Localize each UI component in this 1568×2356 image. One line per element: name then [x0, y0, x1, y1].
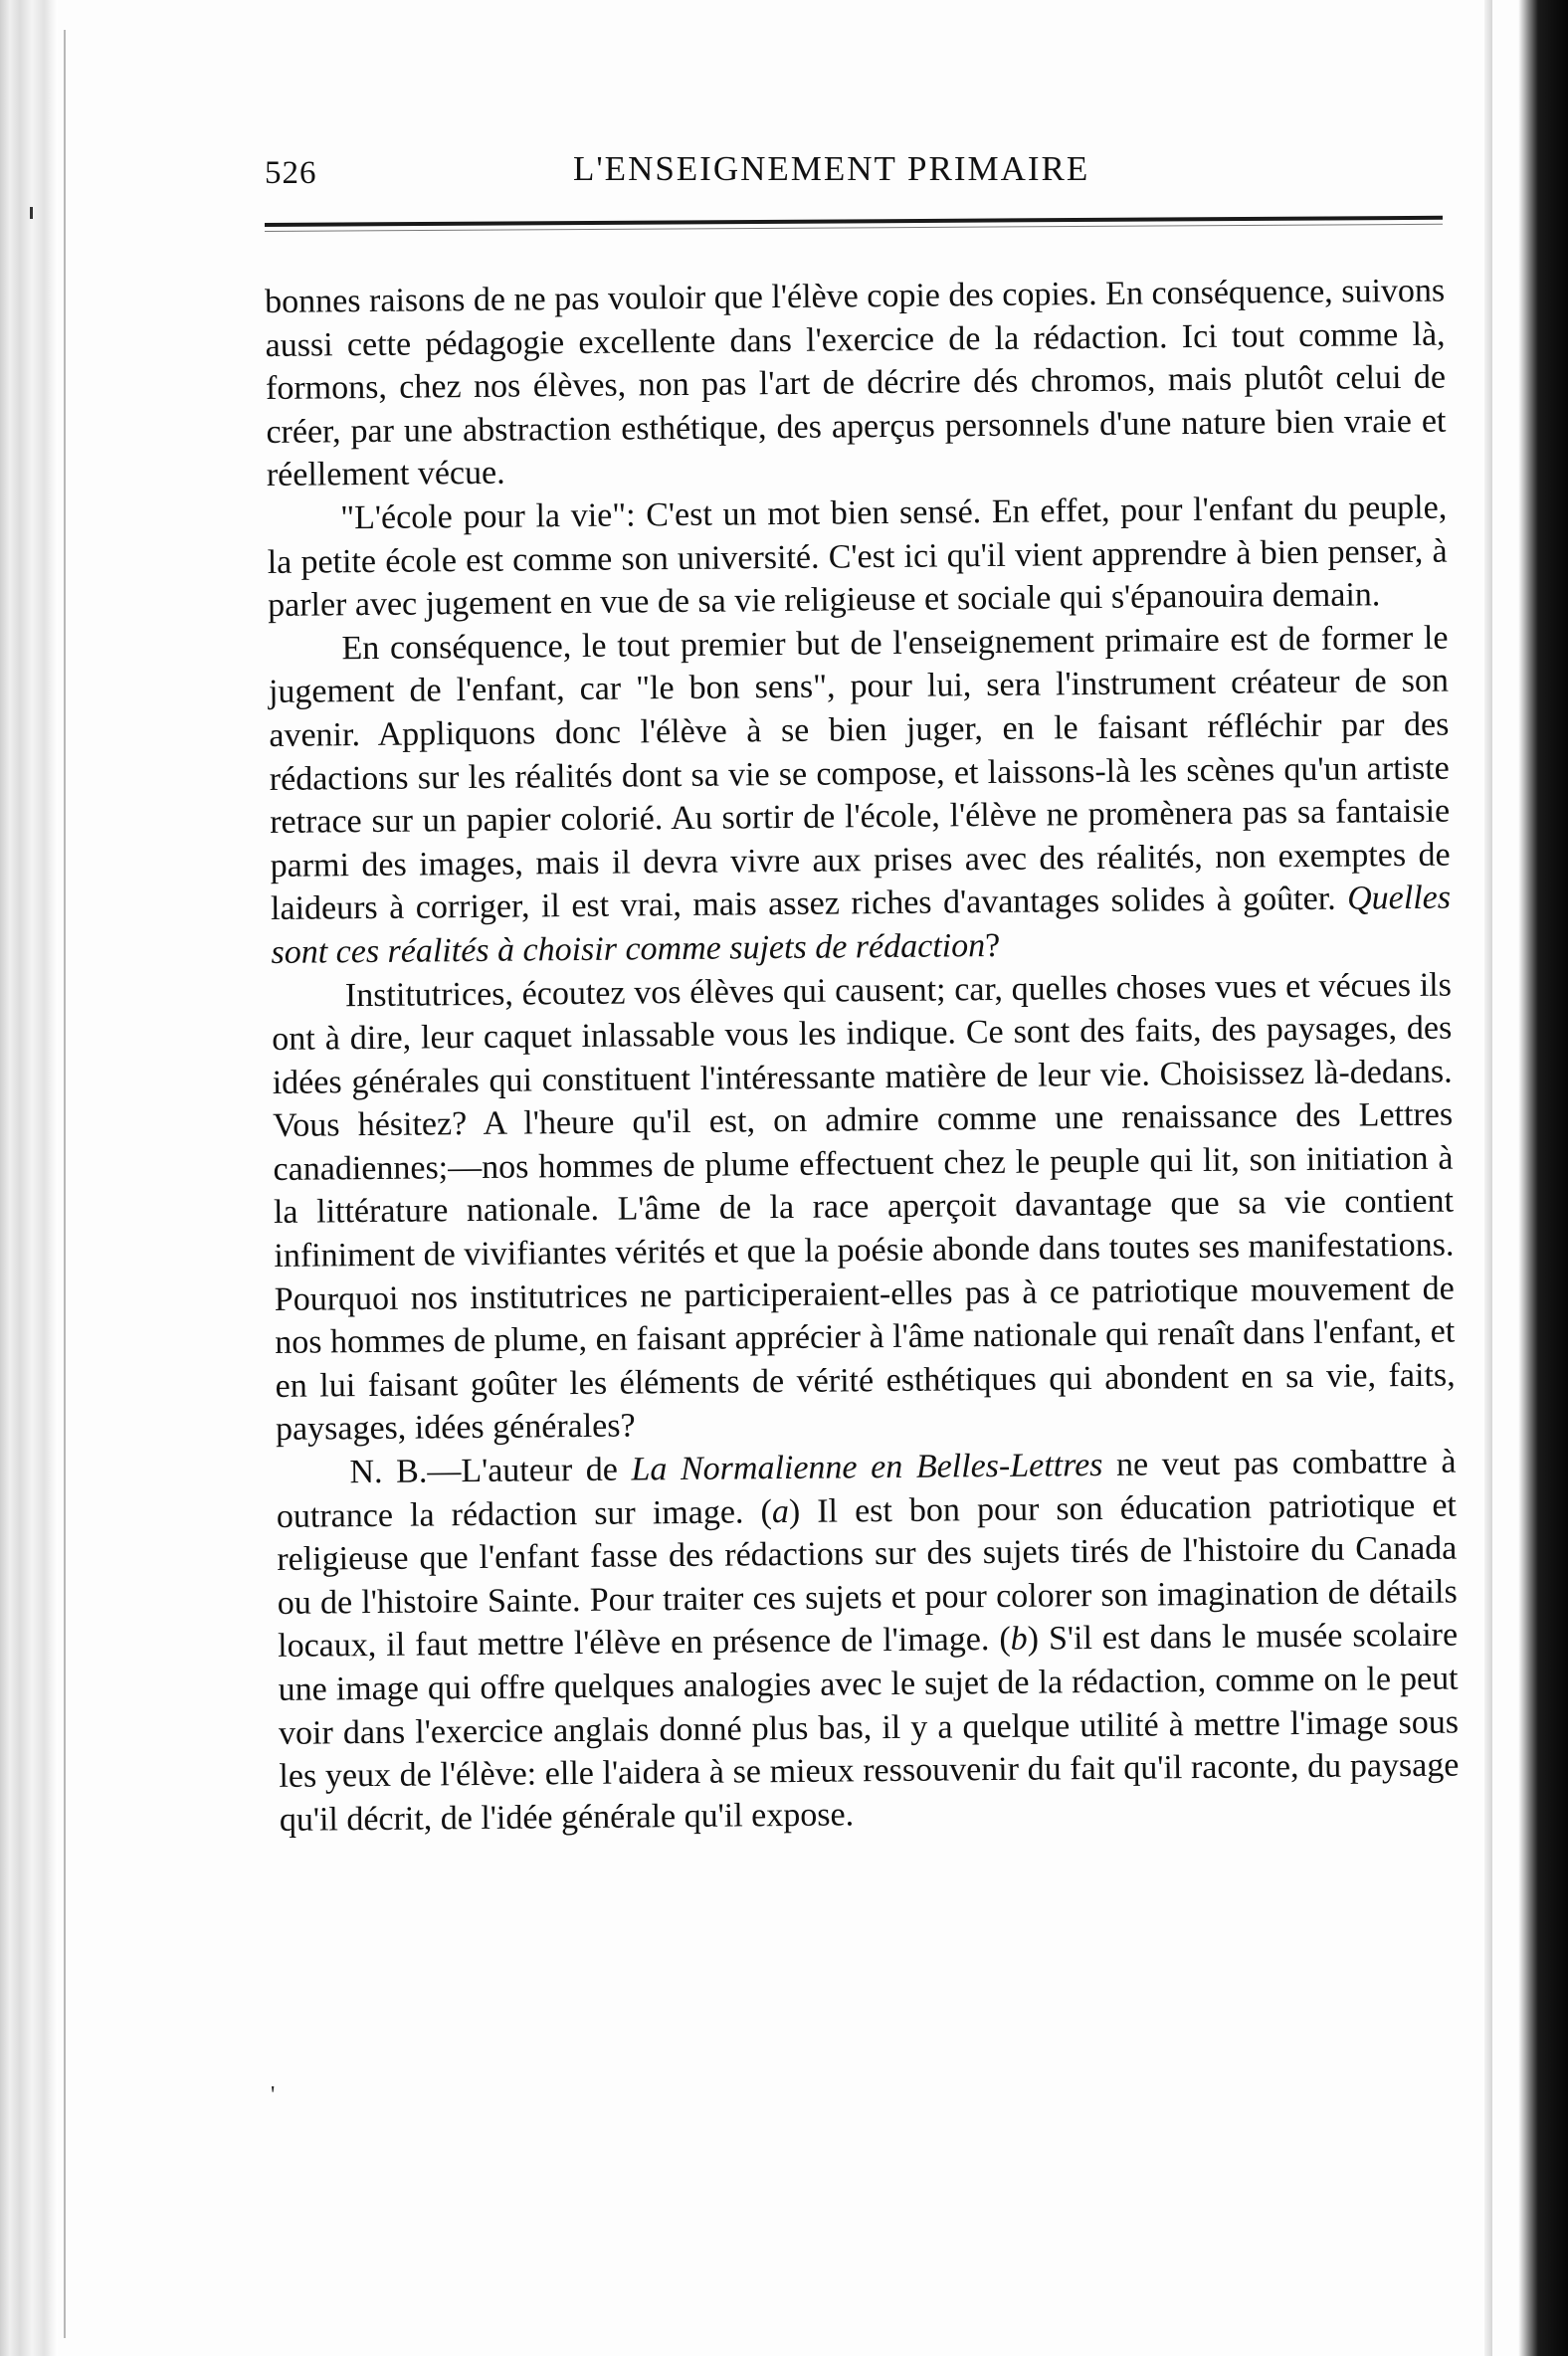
- paragraph: [268, 616, 1451, 974]
- paragraph: [272, 963, 1457, 1452]
- page-header: [265, 149, 1449, 209]
- margin-mark: [30, 207, 33, 219]
- binding-shadow-line: [64, 30, 66, 2338]
- italic-text: a: [771, 1492, 790, 1530]
- paragraph: [276, 1441, 1460, 1843]
- page-edge-right: [1518, 0, 1568, 2356]
- italic-text: La Normalienne en Belles-Lettres: [631, 1447, 1103, 1488]
- body-text: [265, 270, 1460, 1843]
- paragraph-text: En conséquence, le tout premier but de l'enseignement primaire est de former le jugement de l'enfant, car "le bon sens", pour lui, sera l'instrument créateur de son avenir. Appliquons donc l'élève à se bien juger, en le faisant réfléchir par des rédactions sur les réalités dont sa vie se compose, et laissons-là les scènes qu'un artiste retrace sur un papier colorié. Au sortir de l'école, l'élève ne promènera pas sa fantaisie parmi des images, mais il devra vivre aux prises avec des réalités, non exemptes de laideurs à corriger, il est vrai, mais assez riches d'avantages solides à goûter.: [268, 619, 1451, 928]
- paragraph: [265, 270, 1447, 497]
- italic-text: b: [1010, 1621, 1028, 1659]
- page-number: 526: [265, 155, 317, 191]
- paragraph-text: ?: [984, 926, 1001, 964]
- paragraph: [267, 487, 1448, 628]
- paragraph-text: ne veut pas combattre à outrance la rédaction sur image. (: [276, 1443, 1457, 1535]
- paragraph-text: Institutrices, écoutez vos élèves qui causent; car, quelles choses vues et vécues ils ont à dire, leur caquet inlassable vous les indique. Ce sont des faits, des paysages, des idées générales qui constituent l'intéressante matière de leur vie. Choisissez là-dedans. Vous hésitez? A l'heure qu'il est, on admire comme une renaissance des Lettres canadiennes;—nos hommes de plume effectuent chez le peuple qui lit, son initiation à la littérature nationale. L'âme de la race aperçoit davantage que sa vie contient infiniment de vivifiantes vérités et que la poésie abonde dans toutes ses manifestations. Pourquoi nos institutrices ne participeraient-elles pas à ce patriotique mouvement de nos hommes de plume, en faisant apprécier à l'âme nationale qui renaît dans l'enfant, et en lui faisant goûter les éléments de vérité esthétiques qui abondent en sa vie, faits, paysages, idées générales?: [272, 966, 1456, 1449]
- paragraph-text: bonnes raisons de ne pas vouloir que l'élève copie des copies. En conséquence, suivons aussi cette pédagogie excellente dans l'exercice de la rédaction. Ici tout comme là, formons, chez nos élèves, non pas l'art de décrire dés chromos, mais plutôt celui de créer, par une abstraction esthétique, des aperçus personnels d'une nature bien vraie et réellement vécue.: [265, 272, 1447, 494]
- running-head: L'ENSEIGNEMENT PRIMAIRE: [573, 149, 1090, 188]
- paragraph-text: ) S'il est dans le musée scolaire une image qui offre quelques analogies avec le sujet de la rédaction, comme on le peut voir dans l'exercice anglais donné plus bas, il y a quelque utilité à mettre l'image sous les yeux de l'élève: elle l'aidera à se mieux ressouvenir du fait qu'il raconte, du paysage qu'il décrit, de l'idée générale qu'il expose.: [278, 1616, 1460, 1839]
- paragraph-text: "L'école pour la vie": C'est un mot bien sensé. En effet, pour l'enfant du peuple, la petite école est comme son université. C'est ici qu'il vient apprendre à bien penser, à parler avec jugement en vue de sa vie religieuse et sociale qui s'épanouira demain.: [267, 489, 1448, 625]
- page-edge-right-shade: [1484, 0, 1492, 2356]
- binding-edge-left: [0, 0, 58, 2356]
- italic-text: Quelles sont ces réalités à choisir comme sujets de rédaction: [271, 879, 1452, 971]
- paragraph-text: N. B.—L'auteur de: [349, 1451, 632, 1491]
- paragraph-text: ) Il est bon pour son éducation patriotique et religieuse que l'enfant fasse des rédactions sur des sujets tirés de l'histoire du Canada ou de l'histoire Sainte. Pour traiter ces sujets et pour colorer son imagination de détails locaux, il faut mettre l'élève en présence de l'image. (: [277, 1486, 1458, 1666]
- stray-mark: ': [271, 2082, 276, 2108]
